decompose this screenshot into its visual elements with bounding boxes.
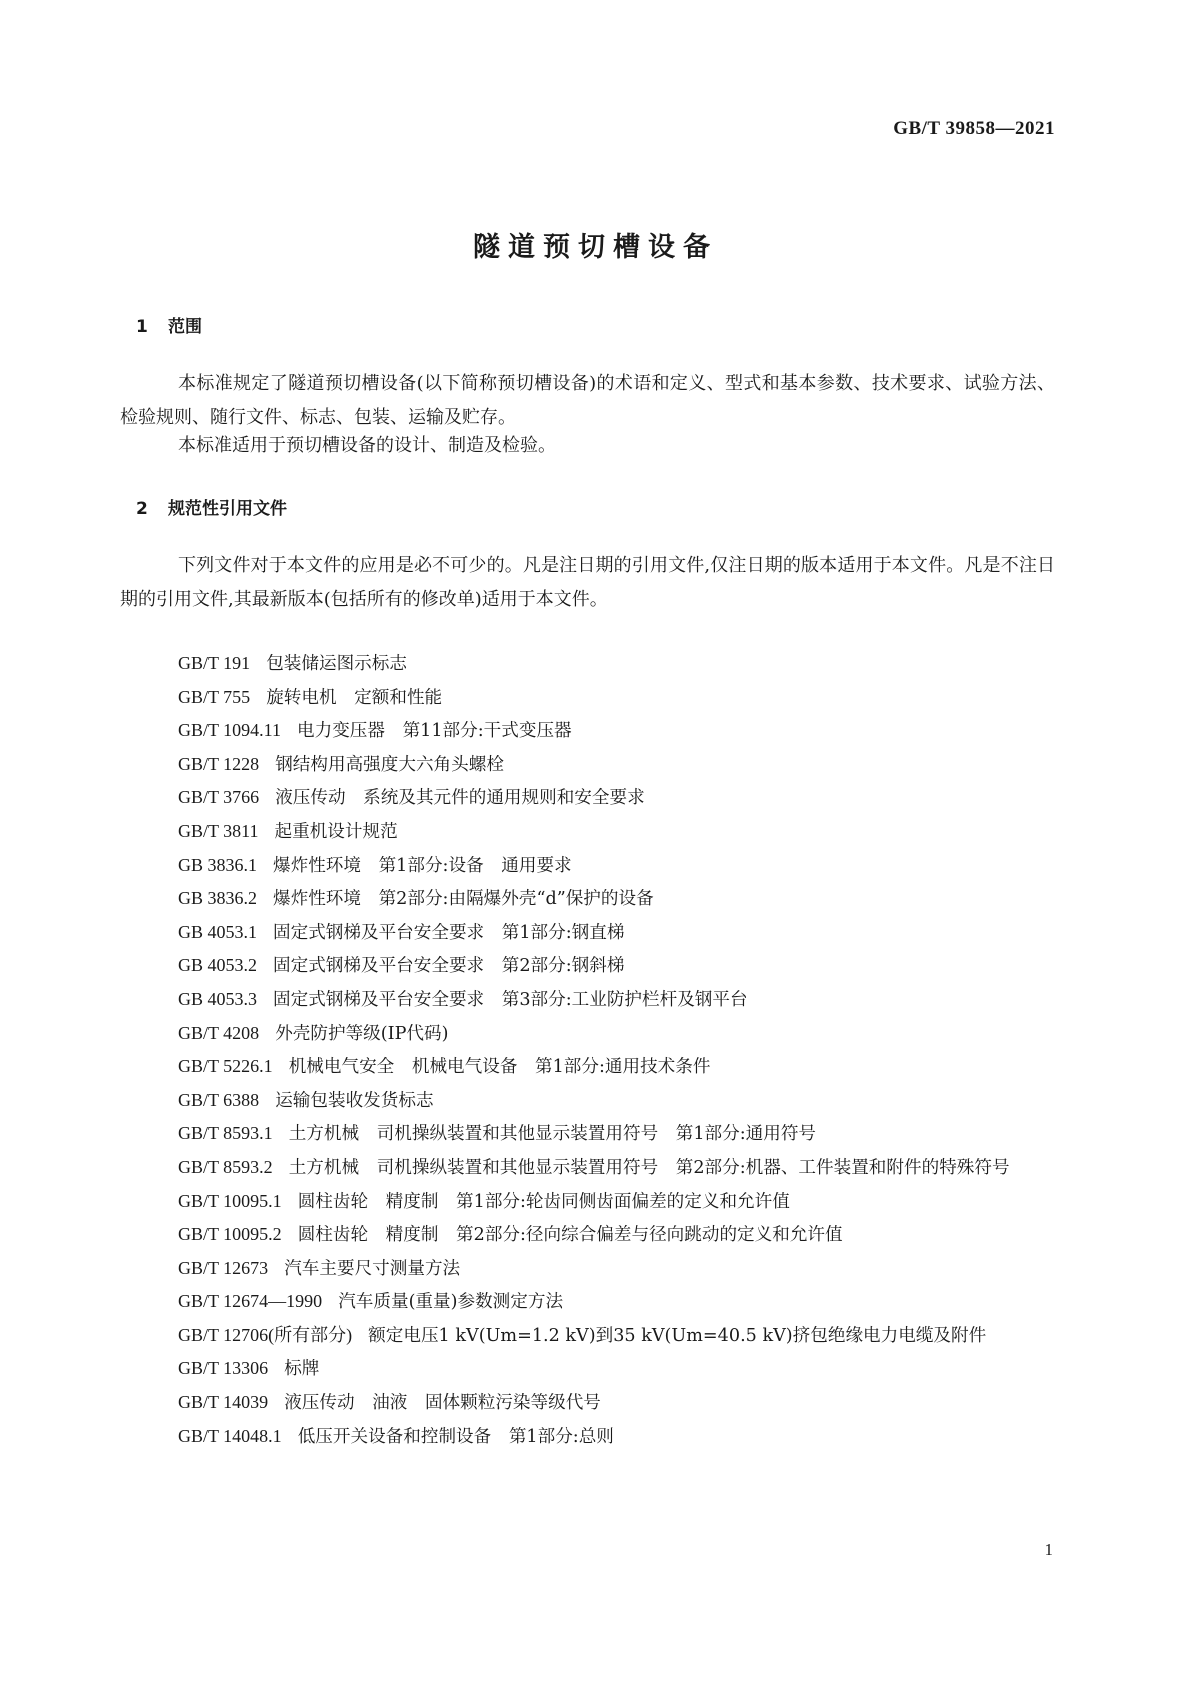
reference-code: GB/T 755	[178, 686, 251, 707]
reference-code: GB/T 3811	[178, 820, 259, 841]
reference-item	[120, 1084, 1055, 1118]
scope-paragraph-2: 本标准适用于预切槽设备的设计、制造及检验。	[178, 435, 556, 456]
reference-title: 固定式钢梯及平台安全要求 第1部分:钢直梯	[273, 922, 625, 943]
normative-references-intro: 下列文件对于本文件的应用是必不可少的。凡是注日期的引用文件,仅注日期的版本适用于本文件。凡是不注日期的引用文件,其最新版本(包括所有的修改单)适用于本文件。	[120, 555, 1055, 610]
reference-title: 汽车质量(重量)参数测定方法	[338, 1292, 564, 1313]
reference-code: GB/T 13306	[178, 1358, 269, 1379]
reference-item	[120, 1050, 1055, 1084]
reference-code: GB/T 12674—1990	[178, 1291, 323, 1312]
reference-title: 运输包装收发货标志	[275, 1090, 434, 1111]
reference-title: 起重机设计规范	[274, 821, 398, 842]
reference-item	[120, 882, 1055, 916]
reference-title: 外壳防护等级(IP代码)	[275, 1023, 449, 1044]
reference-item	[120, 1285, 1055, 1319]
reference-title: 包装储运图示标志	[266, 654, 407, 674]
reference-title: 圆柱齿轮 精度制 第1部分:轮齿同侧齿面偏差的定义和允许值	[297, 1191, 790, 1212]
reference-title: 标牌	[284, 1359, 320, 1380]
reference-code: GB/T 14048.1	[178, 1425, 282, 1446]
reference-item	[120, 1017, 1055, 1051]
section-number: 2	[136, 499, 148, 519]
reference-code: GB/T 14039	[178, 1392, 269, 1413]
reference-item	[120, 1151, 1055, 1185]
reference-title: 固定式钢梯及平台安全要求 第2部分:钢斜梯	[273, 956, 625, 977]
reference-item	[120, 714, 1055, 748]
reference-code: GB 4053.1	[178, 921, 258, 942]
reference-title: 固定式钢梯及平台安全要求 第3部分:工业防护栏杆及钢平台	[273, 989, 748, 1010]
reference-code: GB/T 12673	[178, 1257, 269, 1278]
reference-code: GB/T 5226.1	[178, 1056, 273, 1077]
reference-list	[120, 647, 1055, 1453]
reference-item	[120, 1185, 1055, 1219]
reference-title: 额定电压1 kV(Um=1.2 kV)到35 kV(Um=40.5 kV)挤包绝缘电力电缆及附件	[368, 1325, 987, 1346]
reference-item	[120, 1386, 1055, 1420]
section-title: 范围	[168, 317, 202, 337]
reference-title: 土方机械 司机操纵装置和其他显示装置用符号 第1部分:通用符号	[288, 1124, 817, 1145]
reference-code: GB/T 8593.2	[178, 1156, 273, 1177]
reference-title: 液压传动 油液 固体颗粒污染等级代号	[284, 1393, 601, 1414]
reference-title: 电力变压器 第11部分:干式变压器	[297, 721, 572, 742]
reference-code: GB/T 3766	[178, 787, 260, 808]
reference-item	[120, 1218, 1055, 1252]
section-2-heading	[136, 494, 287, 519]
reference-code: GB 3836.2	[178, 888, 258, 909]
section-1-heading	[136, 312, 202, 337]
reference-item	[120, 1352, 1055, 1386]
reference-item	[120, 949, 1055, 983]
reference-title: 旋转电机 定额和性能	[266, 687, 443, 708]
reference-code: GB/T 1228	[178, 753, 260, 774]
reference-code: GB 4053.2	[178, 955, 258, 976]
document-title: 隧道预切槽设备	[473, 232, 718, 263]
reference-item	[120, 1252, 1055, 1286]
reference-title: 土方机械 司机操纵装置和其他显示装置用符号 第2部分:机器、工件装置和附件的特殊符号	[288, 1157, 1010, 1178]
reference-title: 汽车主要尺寸测量方法	[284, 1258, 461, 1279]
reference-code: GB/T 8593.1	[178, 1123, 273, 1144]
reference-code: GB/T 4208	[178, 1022, 260, 1043]
reference-code: GB 4053.3	[178, 988, 258, 1009]
reference-code: GB/T 10095.1	[178, 1190, 282, 1211]
reference-item	[120, 681, 1055, 715]
section-title: 规范性引用文件	[168, 499, 287, 519]
reference-item	[120, 815, 1055, 849]
reference-title: 圆柱齿轮 精度制 第2部分:径向综合偏差与径向跳动的定义和允许值	[297, 1225, 843, 1246]
reference-item	[120, 1319, 1055, 1353]
reference-item	[120, 1420, 1055, 1454]
reference-title: 爆炸性环境 第2部分:由隔爆外壳“d”保护的设备	[273, 889, 654, 910]
reference-item	[120, 781, 1055, 815]
reference-title: 钢结构用高强度大六角头螺栓	[275, 754, 504, 775]
reference-item	[120, 983, 1055, 1017]
reference-item	[120, 916, 1055, 950]
reference-item	[120, 647, 1055, 681]
reference-item	[120, 1117, 1055, 1151]
reference-code: GB/T 10095.2	[178, 1224, 282, 1245]
reference-item	[120, 748, 1055, 782]
section-number: 1	[136, 317, 148, 337]
reference-code: GB/T 6388	[178, 1089, 260, 1110]
reference-code: GB/T 1094.11	[178, 720, 282, 741]
scope-paragraph-1: 本标准规定了隧道预切槽设备(以下简称预切槽设备)的术语和定义、型式和基本参数、技术要求、试验方法、检验规则、随行文件、标志、包装、运输及贮存。	[120, 373, 1055, 428]
reference-title: 液压传动 系统及其元件的通用规则和安全要求	[275, 788, 645, 809]
reference-code: GB/T 191	[178, 653, 251, 673]
standard-number: GB/T 39858—2021	[893, 118, 1055, 139]
reference-title: 机械电气安全 机械电气设备 第1部分:通用技术条件	[288, 1057, 711, 1078]
page-number: 1	[1044, 1540, 1053, 1559]
reference-title: 爆炸性环境 第1部分:设备 通用要求	[273, 855, 572, 876]
reference-item	[120, 849, 1055, 883]
reference-title: 低压开关设备和控制设备 第1部分:总则	[297, 1426, 614, 1447]
reference-code: GB 3836.1	[178, 854, 258, 875]
reference-code: GB/T 12706(所有部分)	[178, 1324, 353, 1345]
